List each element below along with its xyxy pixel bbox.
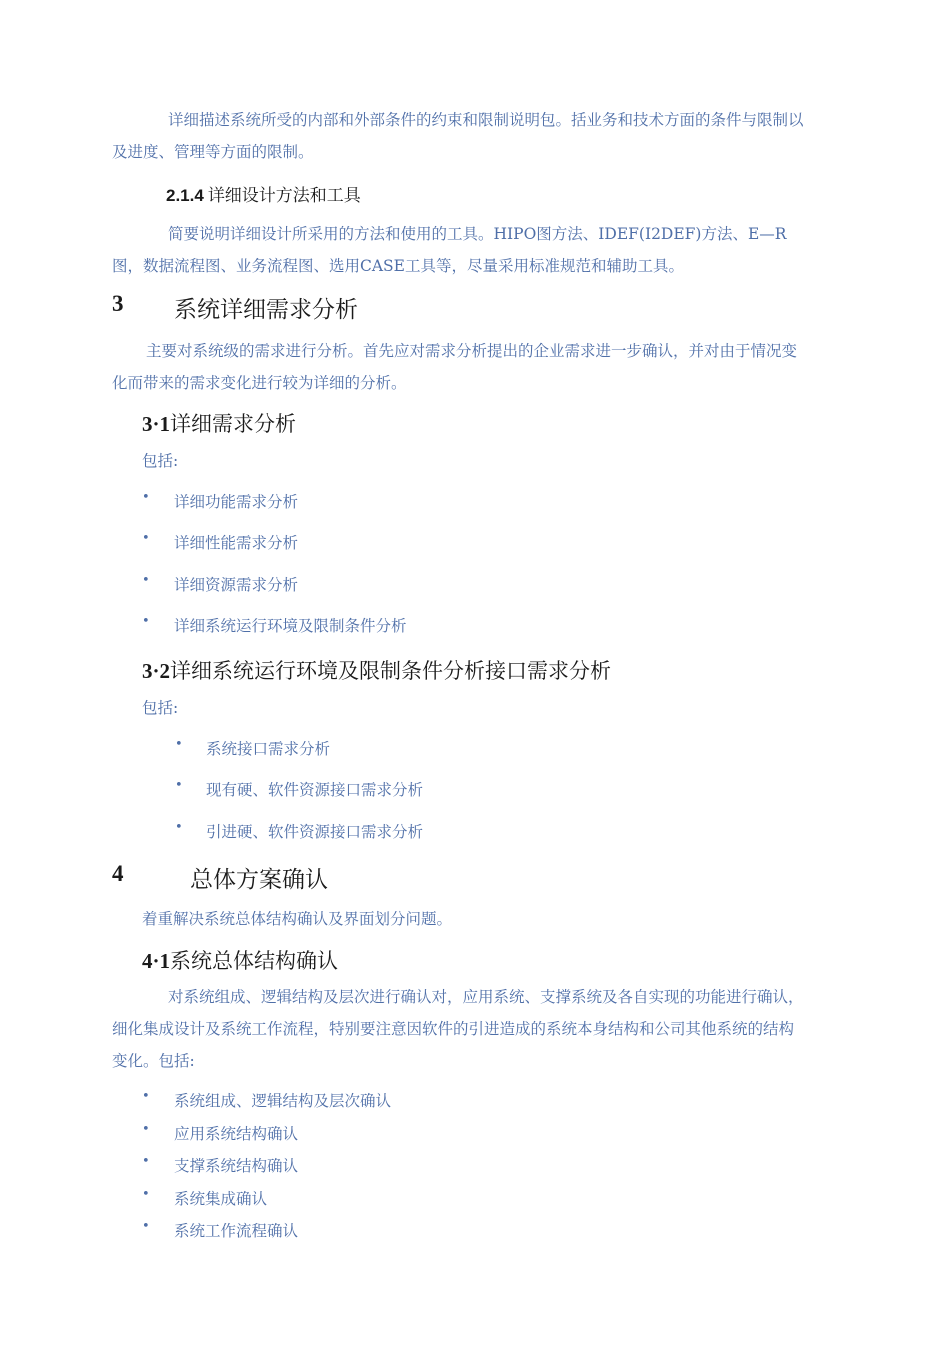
list-item	[175, 737, 575, 759]
list-item-label: 支撑系统结构确认	[174, 1157, 299, 1175]
list-item	[175, 778, 575, 800]
paragraph-4-line-1: 着重解决系统总体结构确认及界面划分问题。	[142, 910, 453, 928]
bullet-icon: •	[142, 1187, 150, 1202]
list-intro-3-1: 包括:	[142, 452, 179, 470]
heading-4-1	[142, 945, 338, 975]
list-intro-3-2: 包括:	[142, 699, 179, 717]
paragraph-3-line-2: 化而带来的需求变化进行较为详细的分析。	[112, 374, 407, 392]
heading-title: 详细需求分析	[170, 412, 297, 436]
list-item	[142, 531, 542, 553]
list-item-label: 详细功能需求分析	[174, 493, 299, 511]
list-item-label: 详细性能需求分析	[174, 534, 299, 552]
bullet-icon: •	[142, 1219, 150, 1234]
heading-title: 详细设计方法和工具	[207, 186, 361, 206]
heading-2-1-4	[166, 181, 361, 206]
list-item	[142, 1219, 542, 1241]
list-item-label: 系统工作流程确认	[174, 1222, 299, 1240]
list-item-label: 应用系统结构确认	[174, 1125, 299, 1143]
list-item	[142, 490, 542, 512]
paragraph-2-1-4-line-2: 图，数据流程图、业务流程图、选用CASE工具等，尽量采用标准规范和辅助工具。	[112, 257, 684, 275]
heading-number: 3·1	[142, 412, 171, 436]
paragraph-2-1-4-line-1: 简要说明详细设计所采用的方法和使用的工具。HIPO图方法、IDEF(I2DEF)方法、E—R	[168, 225, 787, 243]
list-item-label: 详细系统运行环境及限制条件分析	[174, 617, 407, 635]
heading-number: 3·2	[142, 659, 171, 683]
list-item	[142, 1089, 542, 1111]
list-item	[175, 820, 575, 842]
paragraph-3-line-1: 主要对系统级的需求进行分析。首先应对需求分析提出的企业需求进一步确认，并对由于情况变	[146, 342, 798, 360]
heading-3	[0, 291, 950, 323]
bullet-icon: •	[175, 737, 183, 752]
list-item-label: 引进硬、软件资源接口需求分析	[206, 823, 424, 841]
heading-title: 总体方案确认	[190, 867, 328, 893]
heading-number: 3	[112, 291, 124, 316]
list-item-label: 现有硬、软件资源接口需求分析	[206, 781, 424, 799]
heading-3-2	[142, 655, 611, 685]
heading-number: 4	[112, 861, 124, 886]
bullet-icon: •	[142, 531, 150, 546]
list-item	[142, 1187, 542, 1209]
intro-paragraph-line-2: 及进度、管理等方面的限制。	[112, 143, 314, 161]
paragraph-4-1-line-1: 对系统组成、逻辑结构及层次进行确认对，应用系统、支撑系统及各自实现的功能进行确认，	[168, 988, 804, 1006]
bullet-icon: •	[142, 573, 150, 588]
intro-paragraph-line-1: 详细描述系统所受的内部和外部条件的约束和限制说明包。括业务和技术方面的条件与限制以	[168, 111, 804, 129]
heading-4	[0, 861, 950, 893]
list-item-label: 详细资源需求分析	[174, 576, 299, 594]
paragraph-4-1-line-2: 细化集成设计及系统工作流程，特别要注意因软件的引进造成的系统本身结构和公司其他系统的结构	[112, 1020, 795, 1038]
list-item-label: 系统集成确认	[174, 1190, 268, 1208]
bullet-icon: •	[142, 1089, 150, 1104]
heading-3-1	[142, 408, 296, 438]
bullet-icon: •	[175, 778, 183, 793]
paragraph-4-1-line-3: 变化。包括:	[112, 1052, 195, 1070]
list-item-label: 系统接口需求分析	[206, 740, 331, 758]
heading-number: 4·1	[142, 949, 171, 973]
list-item	[142, 573, 542, 595]
bullet-icon: •	[142, 614, 150, 629]
list-item	[142, 1122, 542, 1144]
heading-number: 2.1.4	[166, 186, 204, 205]
list-item	[142, 614, 542, 636]
list-item	[142, 1154, 542, 1176]
bullet-icon: •	[142, 1154, 150, 1169]
heading-title: 系统详细需求分析	[174, 297, 358, 323]
list-item-label: 系统组成、逻辑结构及层次确认	[174, 1092, 392, 1110]
bullet-icon: •	[175, 820, 183, 835]
bullet-icon: •	[142, 490, 150, 505]
heading-title: 系统总体结构确认	[170, 949, 339, 973]
bullet-icon: •	[142, 1122, 150, 1137]
heading-title: 详细系统运行环境及限制条件分析接口需求分析	[170, 659, 612, 683]
